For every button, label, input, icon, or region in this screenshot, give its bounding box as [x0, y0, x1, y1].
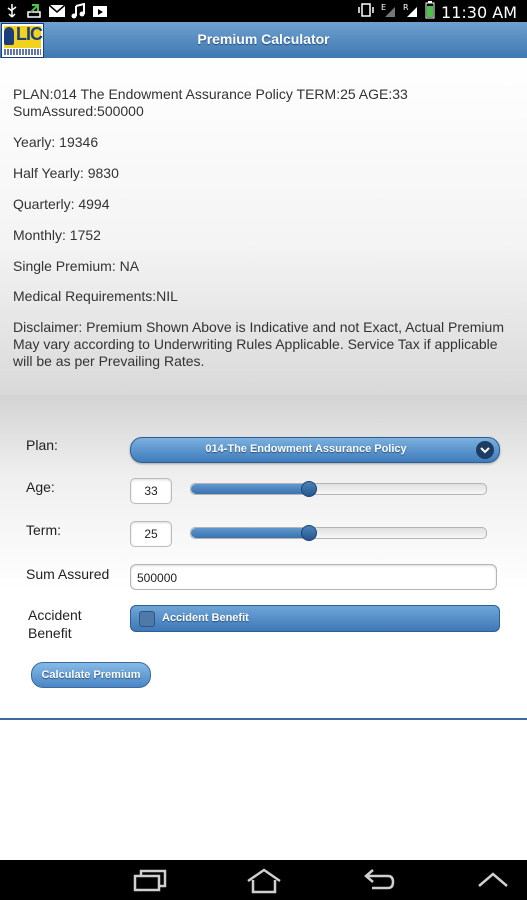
music-icon	[70, 3, 86, 19]
disclaimer: Disclaimer: Premium Shown Above is Indicative and not Exact, Actual Premium May vary according to Underwriting Rules Applicable. Service Tax if applicable will be as per Prevailing Rates.	[13, 319, 504, 369]
vibrate-icon	[357, 3, 375, 22]
divider	[0, 718, 527, 720]
media-icon	[92, 3, 108, 19]
accident-checkbox-label: Accident Benefit	[162, 612, 249, 624]
sum-assured-input[interactable]: 500000	[130, 564, 497, 590]
gmail-icon	[48, 3, 64, 19]
navigation-bar	[0, 860, 527, 900]
chevron-down-icon	[476, 441, 494, 459]
status-bar	[0, 0, 527, 22]
plan-select-value: 014-The Endowment Assurance Policy	[205, 443, 407, 455]
page-title: Premium Calculator	[197, 31, 330, 47]
app-header	[0, 22, 527, 59]
result-quarterly: Quarterly: 4994	[13, 196, 110, 212]
accident-benefit-label	[28, 606, 82, 642]
signal-e-icon	[381, 2, 397, 23]
home-icon[interactable]	[245, 868, 283, 899]
result-monthly: Monthly: 1752	[13, 227, 101, 243]
accident-label-line1: Accident	[28, 607, 82, 623]
age-slider-handle[interactable]	[301, 481, 317, 497]
age-label: Age:	[26, 479, 55, 495]
age-slider-fill	[191, 484, 309, 494]
plan-label: Plan:	[26, 437, 58, 453]
term-slider[interactable]	[190, 527, 487, 539]
accident-benefit-checkbox[interactable]	[130, 605, 500, 632]
term-input[interactable]: 25	[130, 521, 172, 547]
accident-label-line2: Benefit	[28, 625, 72, 641]
clock: 11:30 AM	[441, 3, 517, 22]
signal-r-icon	[403, 2, 419, 23]
result-plan-line: PLAN:014 The Endowment Assurance Policy TERM:25 AGE:33 SumAssured:500000	[13, 86, 408, 119]
sum-assured-label: Sum Assured	[26, 566, 110, 582]
battery-icon	[425, 1, 435, 24]
back-icon[interactable]	[360, 868, 396, 899]
svg-text:R: R	[403, 3, 409, 12]
result-medical: Medical Requirements:NIL	[13, 288, 178, 304]
recent-apps-icon[interactable]	[132, 868, 168, 897]
result-yearly: Yearly: 19346	[13, 134, 99, 150]
system-icons	[357, 1, 517, 24]
age-slider[interactable]	[190, 483, 487, 495]
result-single-premium: Single Premium: NA	[13, 258, 140, 274]
notification-icons	[4, 3, 108, 19]
result-panel	[0, 58, 527, 395]
term-slider-fill	[191, 528, 309, 538]
checkbox-icon	[139, 611, 155, 627]
chevron-up-icon[interactable]	[476, 868, 510, 897]
usb-icon	[4, 3, 20, 19]
plan-select[interactable]	[130, 437, 500, 463]
term-slider-handle[interactable]	[301, 525, 317, 541]
result-half-yearly: Half Yearly: 9830	[13, 165, 119, 181]
svg-text:E: E	[381, 3, 387, 12]
download-icon	[26, 3, 42, 19]
age-input[interactable]: 33	[130, 478, 172, 504]
term-label: Term:	[26, 522, 61, 538]
logo-text: LIC	[16, 24, 42, 44]
calculate-premium-button[interactable]: Calculate Premium	[31, 662, 151, 688]
